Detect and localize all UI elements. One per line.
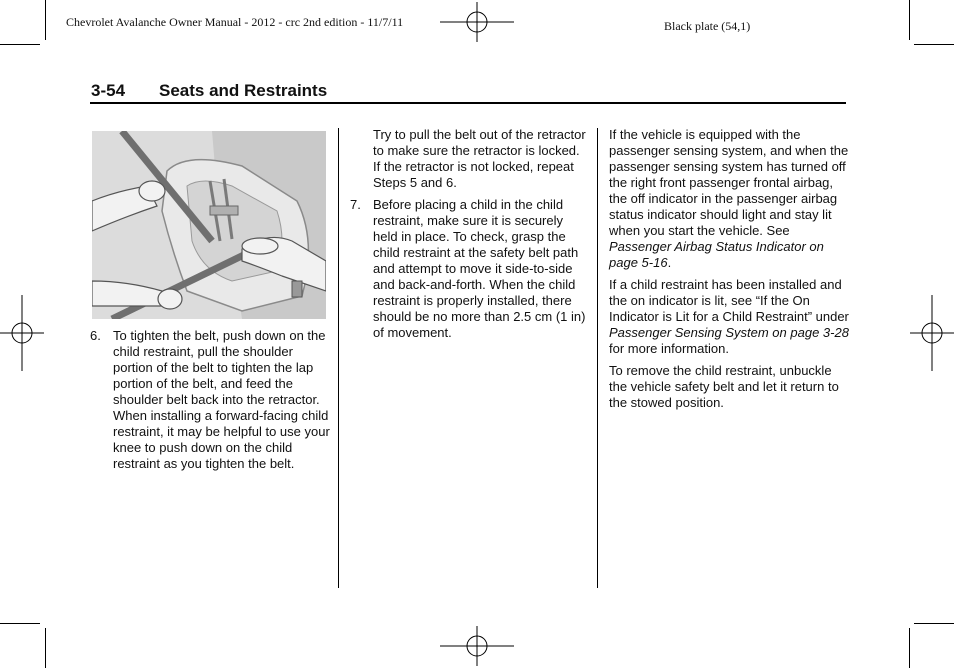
heading-rule bbox=[90, 102, 846, 104]
step-number: 7. bbox=[350, 197, 361, 212]
paragraph-text: If the vehicle is equipped with the passenger sensing system, and when the passenger sensing system has turned off the right front passenger frontal airbag, the off indicator in the passenger airbag status indicator should light and stay lit when you start the vehicle. See bbox=[609, 127, 849, 238]
step-text: Before placing a child in the child restraint, make sure it is securely held in place. To check, grasp the child restraint at the safety belt path and attempt to move it side-to-side and back-and-forth. When the child restraint is properly installed, there should be no more than 2.5 cm (1 in) of movement. bbox=[373, 197, 586, 340]
paragraph bbox=[609, 277, 849, 357]
section-title: Seats and Restraints bbox=[159, 81, 328, 100]
paragraph bbox=[609, 127, 849, 271]
crop-mark bbox=[914, 623, 954, 624]
step-continuation: Try to pull the belt out of the retractor to make sure the retractor is locked. If the retractor is not locked, repeat Steps 5 and 6. bbox=[373, 127, 586, 190]
registration-crosshair-icon bbox=[440, 2, 514, 42]
cross-reference-link[interactable]: Passenger Airbag Status Indicator on page 5-16 bbox=[609, 239, 824, 270]
column-1 bbox=[90, 328, 330, 478]
column-3 bbox=[609, 127, 849, 417]
crop-mark bbox=[0, 623, 40, 624]
child-restraint-illustration bbox=[92, 131, 326, 319]
plate-label: Black plate (54,1) bbox=[664, 19, 751, 33]
list-item bbox=[90, 328, 330, 472]
registration-crosshair-icon bbox=[0, 295, 44, 371]
list-item bbox=[350, 197, 590, 341]
registration-crosshair-icon bbox=[440, 626, 514, 666]
paragraph-text: . bbox=[667, 255, 672, 270]
cross-reference-link[interactable]: Passenger Sensing System on page 3-28 bbox=[609, 325, 849, 340]
column-divider bbox=[338, 128, 339, 588]
crop-mark bbox=[909, 0, 910, 40]
crop-mark bbox=[914, 44, 954, 45]
paragraph-text: If a child restraint has been installed and the on indicator is lit, see “If the On Indicator is Lit for a Child Restraint” under bbox=[609, 277, 849, 324]
crop-mark bbox=[0, 44, 40, 45]
step-text: To tighten the belt, push down on the child restraint, pull the shoulder portion of the belt to tighten the lap portion of the belt, and feed the shoulder belt back into the retractor. When installing a forward-facing child restraint, it may be helpful to use your knee to push down on the child restraint as you tighten the belt. bbox=[113, 328, 330, 471]
paragraph: To remove the child restraint, unbuckle the vehicle safety belt and let it return to the stowed position. bbox=[609, 363, 839, 410]
crop-mark bbox=[45, 628, 46, 668]
step-number: 6. bbox=[90, 328, 101, 343]
crop-mark bbox=[909, 628, 910, 668]
column-2 bbox=[350, 127, 590, 347]
crop-mark bbox=[45, 0, 46, 40]
column-divider bbox=[597, 128, 598, 588]
registration-crosshair-icon bbox=[910, 295, 954, 371]
manual-header: Chevrolet Avalanche Owner Manual - 2012 - crc 2nd edition - 11/7/11 bbox=[66, 15, 404, 29]
page-number: 3-54 bbox=[91, 81, 126, 100]
paragraph-text: for more information. bbox=[609, 341, 729, 356]
